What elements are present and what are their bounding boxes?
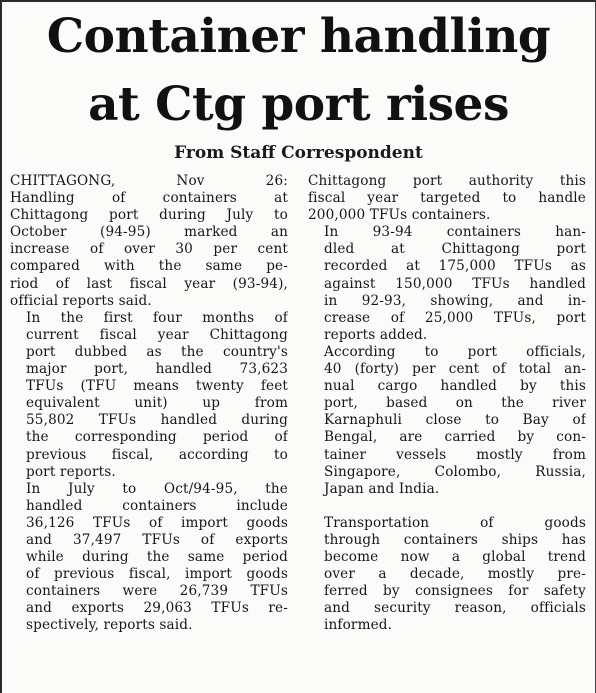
- article-line: and exports 29,063 TFUs re-: [26, 600, 288, 617]
- article-line: equivalent unit) up from: [26, 395, 288, 412]
- article-line: in 92-93, showing, and in-: [324, 292, 586, 309]
- article-column-left: [10, 173, 288, 635]
- article-line: crease of 25,000 TFUs, port: [324, 309, 586, 326]
- article-line: Karnaphuli close to Bay of: [324, 412, 586, 429]
- article-line: current fiscal year Chittagong: [26, 326, 288, 343]
- article-paragraph: [10, 481, 288, 635]
- article-line: 36,126 TFUs of import goods: [26, 514, 288, 531]
- article-paragraph: [308, 515, 586, 635]
- article-line: containers were 26,739 TFUs: [26, 583, 288, 600]
- article-line: tainer vessels mostly from: [324, 446, 586, 463]
- article-line: and 37,497 TFUs of exports: [26, 531, 288, 548]
- article-line: informed.: [324, 617, 393, 634]
- article-line: Handling of containers at: [10, 190, 288, 207]
- article-line: compared with the same pe-: [10, 258, 288, 275]
- article-line: In the first four months of: [26, 309, 288, 326]
- byline: From Staff Correspondent: [174, 143, 423, 163]
- article-paragraph: [10, 173, 288, 310]
- article-line: port, based on the river: [324, 395, 586, 412]
- article-line: against 150,000 TFUs handled: [324, 275, 586, 292]
- article-line: October (94-95) marked an: [10, 224, 288, 241]
- article-line: riod of last fiscal year (93-94),: [10, 275, 288, 292]
- headline-line-1: Container handling: [46, 9, 551, 64]
- article-line: fiscal year targeted to handle: [308, 190, 586, 207]
- article-line: port dubbed as the country's: [26, 343, 288, 360]
- article-column-right: [308, 173, 586, 634]
- article-line: official reports said.: [10, 292, 152, 309]
- article-line: CHITTAGONG, Nov 26:: [10, 173, 288, 189]
- article-line: dled at Chittagong port: [324, 241, 586, 258]
- article-line: nual cargo handled by this: [324, 378, 586, 395]
- article-line: In July to Oct/94-95, the: [26, 480, 288, 497]
- headline-line-2: at Ctg port rises: [88, 77, 509, 132]
- article-line: spectively, reports said.: [26, 617, 193, 634]
- article-line: of previous fiscal, import goods: [26, 566, 288, 583]
- article-paragraph: [308, 344, 586, 498]
- article-line: Transportation of goods: [324, 514, 586, 531]
- article-line: major port, handled 73,623: [26, 361, 288, 378]
- article-line: while during the same period: [26, 549, 288, 566]
- article-line: through containers ships has: [324, 531, 586, 548]
- article-line: handled containers include: [26, 497, 288, 514]
- article-line: become now a global trend: [324, 548, 586, 565]
- article-line: and security reason, officials: [324, 600, 586, 617]
- article-paragraph: [10, 310, 288, 481]
- article-line: previous fiscal, according to: [26, 446, 288, 463]
- article-line: Chittagong port during July to: [10, 207, 288, 224]
- article-line: recorded at 175,000 TFUs as: [324, 258, 586, 275]
- article-line: over a decade, mostly pre-: [324, 566, 586, 583]
- article-line: port reports.: [26, 463, 116, 480]
- article-line: In 93-94 containers han-: [324, 224, 586, 241]
- article-line: increase of over 30 per cent: [10, 241, 288, 258]
- article-line: According to port officials,: [324, 343, 586, 360]
- article-paragraph: [308, 173, 586, 224]
- article-line: 40 (forty) per cent of total an-: [324, 361, 586, 378]
- article-line: 55,802 TFUs handled during: [26, 412, 288, 429]
- article-line: ferred by consignees for safety: [324, 583, 586, 600]
- article-paragraph: [308, 224, 586, 344]
- article-line: Singapore, Colombo, Russia,: [324, 463, 586, 480]
- article-line: Bengal, are carried by con-: [324, 429, 586, 446]
- article-line: the corresponding period of: [26, 429, 288, 446]
- article-line: reports added.: [324, 326, 428, 343]
- article-line: 200,000 TFUs containers.: [308, 207, 491, 224]
- article-line: TFUs (TFU means twenty feet: [26, 378, 288, 395]
- article-line: Japan and India.: [324, 480, 440, 497]
- article-line: Chittagong port authority this: [308, 173, 586, 189]
